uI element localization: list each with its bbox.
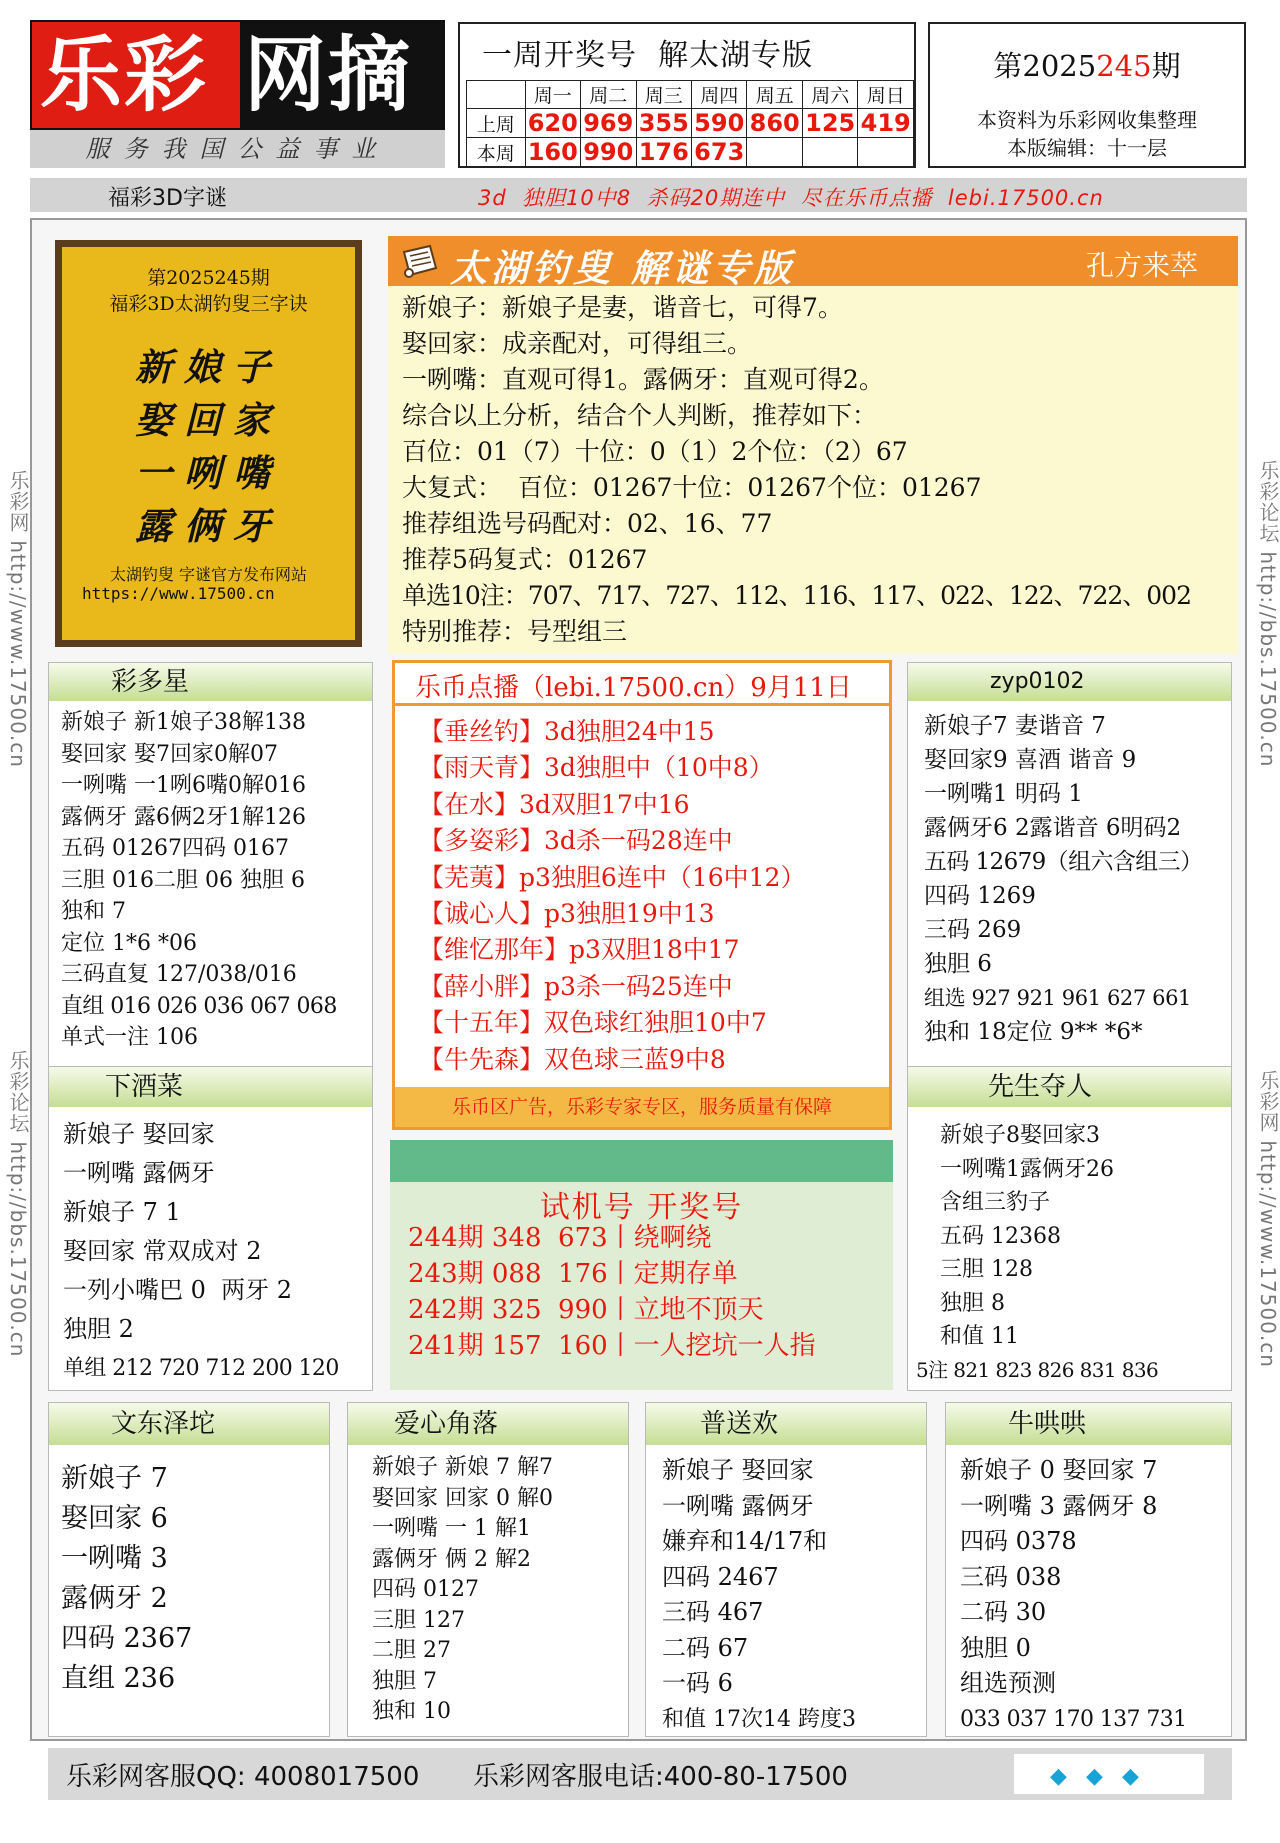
list-item: 露俩牙6 2露谐音 6明码2 xyxy=(924,815,1182,841)
panel-lines xyxy=(924,709,1202,1049)
list-item: 五码 12679（组六含组三） xyxy=(924,849,1203,875)
panel-lines xyxy=(960,1453,1187,1737)
analysis-line: 特别推荐：号型组三 xyxy=(402,617,628,646)
list-item: 独胆 2 xyxy=(63,1315,134,1343)
list-item: 独和 18定位 9** *6* xyxy=(924,1019,1143,1045)
list-item: 243期 088 176丨定期存单 xyxy=(408,1259,738,1289)
side-watermark-left-top: 乐彩网 http://www.17500.cn xyxy=(6,470,30,768)
list-item: 四码 2367 xyxy=(61,1623,193,1654)
list-item: 和值 17次14 跨度3 xyxy=(662,1706,856,1732)
list-item: 新娘子 7 xyxy=(61,1463,168,1494)
draw-number xyxy=(858,138,914,167)
panel-lines xyxy=(372,1453,553,1728)
weekly-draw-box xyxy=(458,22,916,168)
draw-number: 673 xyxy=(691,138,746,167)
draw-number: 160 xyxy=(525,138,580,167)
site-logo xyxy=(30,20,445,130)
lebi-title[interactable]: 乐币点播（lebi.17500.cn）9月11日 xyxy=(415,673,852,703)
panel-title: 牛哄哄 xyxy=(946,1403,1232,1445)
list-item: 一咧嘴 3 xyxy=(61,1543,168,1574)
source-note: 本资料为乐彩网收集整理 xyxy=(977,108,1197,132)
list-item: 242期 325 990丨立地不顶天 xyxy=(408,1295,764,1325)
panel-title: 下酒菜 xyxy=(49,1067,373,1107)
list-item: 和值 11 xyxy=(940,1324,1019,1349)
editor-note: 本版编辑：十一层 xyxy=(1007,136,1167,160)
list-item: 新娘子8娶回家3 xyxy=(940,1123,1100,1148)
riddle-word: 新娘子 xyxy=(135,345,282,389)
list-item: 独和 7 xyxy=(61,899,126,924)
riddle-word: 露俩牙 xyxy=(135,504,282,548)
list-item: 二码 67 xyxy=(662,1633,749,1662)
list-item: 一咧嘴 一 1 解1 xyxy=(372,1516,531,1541)
lebi-list xyxy=(419,714,805,1078)
riddle-subtitle: 福彩3D太湖钓叟三字诀 xyxy=(109,293,308,315)
list-item: 一咧嘴 露俩牙 xyxy=(662,1491,814,1520)
list-item: 组选预测 xyxy=(960,1669,1056,1697)
panel-title: 爱心角落 xyxy=(348,1403,629,1445)
draw-number: 969 xyxy=(581,109,636,138)
list-item[interactable]: 【雨天青】3d独胆中（10中8） xyxy=(419,753,774,783)
weekday-label: 周六 xyxy=(802,81,857,109)
list-item: 一咧嘴1露俩牙26 xyxy=(940,1156,1114,1182)
draw-number: 860 xyxy=(747,109,802,138)
panel-lines xyxy=(61,1459,192,1699)
list-item: 244期 348 673丨绕啊绕 xyxy=(408,1223,712,1253)
list-item: 娶回家 回家 0 解0 xyxy=(372,1485,553,1511)
zyp0102-panel xyxy=(907,662,1232,1067)
list-item: 单组 212 720 712 200 120 xyxy=(63,1356,339,1381)
analysis-line: 推荐组选号码配对：02、16、77 xyxy=(402,509,773,538)
section-label: 福彩3D字谜 xyxy=(108,186,227,211)
taihu-author: 孔方来萃 xyxy=(1085,249,1198,282)
list-item: 一咧嘴 一1咧6嘴0解016 xyxy=(61,773,306,798)
list-item: 娶回家9 喜酒 谐音 9 xyxy=(924,747,1137,773)
list-item: 033 037 170 137 731 xyxy=(960,1706,1187,1732)
last-week-label: 上周 xyxy=(467,109,526,138)
draw-number xyxy=(747,138,802,167)
this-week-label: 本周 xyxy=(467,138,526,167)
side-watermark-left-bottom: 乐彩论坛 http://bbs.17500.cn xyxy=(6,1050,30,1358)
list-item: 娶回家 常双成对 2 xyxy=(63,1237,262,1265)
list-item: 新娘子 0 娶回家 7 xyxy=(960,1456,1158,1484)
pusonghuan-panel xyxy=(645,1402,927,1737)
list-item: 新娘子 娶回家 xyxy=(662,1456,814,1484)
list-item: 娶回家 6 xyxy=(61,1503,168,1534)
weekly-draw-title: 一周开奖号 解太湖专版 xyxy=(482,38,814,73)
taihu-header xyxy=(388,236,1238,290)
aixinjiaoluo-panel xyxy=(347,1402,629,1737)
panel-title: 文东泽坨 xyxy=(49,1403,330,1445)
analysis-line: 一咧嘴：直观可得1。露俩牙：直观可得2。 xyxy=(402,365,884,394)
list-item: 五码 12368 xyxy=(940,1223,1061,1249)
xiajiucai-panel xyxy=(48,1066,373,1391)
draw-number: 176 xyxy=(636,138,691,167)
list-item: 独胆 0 xyxy=(960,1633,1031,1662)
draw-number: 419 xyxy=(858,109,914,138)
list-item: 二码 30 xyxy=(960,1598,1047,1626)
list-item: 独胆 7 xyxy=(372,1668,437,1694)
list-item: 嫌弃和14/17和 xyxy=(662,1527,828,1555)
analysis-line: 单选10注：707、717、727、112、116、117、022、122、722、002 xyxy=(402,581,1191,610)
riddle-footer: 太湖钓叟 字谜官方发布网站 xyxy=(109,565,308,584)
list-item: 独胆 6 xyxy=(924,951,992,977)
list-item: 新娘子7 妻谐音 7 xyxy=(924,713,1106,739)
customer-service-phone: 乐彩网客服电话:400-80-17500 xyxy=(473,1762,848,1792)
table-corner xyxy=(467,81,526,109)
list-item: 四码 1269 xyxy=(924,883,1036,909)
riddle-card xyxy=(55,240,362,647)
site-slogan: 服务我国公益事业 xyxy=(30,130,445,168)
weekday-label: 周五 xyxy=(747,81,802,109)
panel-title: zyp0102 xyxy=(908,663,1232,701)
promo-link[interactable]: 3d 独胆10中8 杀码20期连中 尽在乐币点播 lebi.17500.cn xyxy=(478,186,1104,210)
list-item: 5注 821 823 826 831 836 xyxy=(916,1357,1159,1382)
taihu-panel xyxy=(388,236,1238,654)
analysis-line: 大复式： 百位：01267十位：01267个位：01267 xyxy=(402,473,982,502)
list-item: 定位 1*6 *06 xyxy=(61,930,197,956)
side-watermark-right-bottom: 乐彩网 http://www.17500.cn xyxy=(1256,1070,1280,1368)
lebi-panel xyxy=(392,660,892,1130)
list-item: 单式一注 106 xyxy=(61,1025,198,1050)
list-item: 三码直复 127/038/016 xyxy=(61,962,297,987)
list-item: 一咧嘴1 明码 1 xyxy=(924,781,1083,807)
panel-lines xyxy=(662,1453,856,1737)
list-item: 一咧嘴 露俩牙 xyxy=(63,1159,215,1187)
draw-number: 620 xyxy=(525,109,580,138)
list-item[interactable]: 【垂丝钓】3d独胆24中15 xyxy=(419,717,715,746)
diamond-icon: ◆ xyxy=(1050,1764,1067,1789)
xiansheng-panel xyxy=(907,1066,1232,1391)
sub-banner xyxy=(30,178,1247,212)
logo-text-left: 乐彩 xyxy=(40,28,209,123)
weekly-draw-table xyxy=(466,80,914,167)
list-item: 一码 6 xyxy=(662,1669,733,1697)
trial-list xyxy=(408,1220,816,1364)
side-watermark-right-top: 乐彩论坛 http://bbs.17500.cn xyxy=(1256,460,1280,768)
draw-number: 355 xyxy=(636,109,691,138)
list-item: 一列小嘴巴 0 两牙 2 xyxy=(63,1276,293,1304)
period-title: 第2025245期 xyxy=(993,49,1181,83)
list-item: 露俩牙 俩 2 解2 xyxy=(372,1546,531,1572)
panel-lines xyxy=(63,1115,339,1388)
list-item: 四码 0127 xyxy=(372,1577,479,1602)
analysis-line: 综合以上分析，结合个人判断，推荐如下： xyxy=(402,401,878,430)
list-item: 三胆 016二胆 06 独胆 6 xyxy=(61,867,305,893)
weekday-label: 周四 xyxy=(691,81,746,109)
riddle-url[interactable]: https://www.17500.cn xyxy=(82,584,275,603)
list-item[interactable]: 【牛先森】双色球三蓝9中8 xyxy=(419,1044,726,1074)
this-week-row xyxy=(467,138,914,167)
wendongzetuo-panel xyxy=(48,1402,330,1737)
diamond-icon: ◆ xyxy=(1086,1764,1103,1789)
panel-title: 彩多星 xyxy=(49,663,373,701)
weekday-label: 周三 xyxy=(636,81,691,109)
panel-lines xyxy=(61,707,337,1054)
analysis-line: 新娘子：新娘子是妻，谐音七，可得7。 xyxy=(402,293,843,322)
list-item[interactable]: 【多姿彩】3d杀一码28连中 xyxy=(419,826,733,856)
customer-service-qq: 乐彩网客服QQ: 4008017500 xyxy=(66,1762,420,1792)
list-item: 一咧嘴 3 露俩牙 8 xyxy=(960,1491,1158,1520)
list-item[interactable]: 【芜荑】p3独胆6连中（16中12） xyxy=(419,862,806,892)
list-item: 五码 01267四码 0167 xyxy=(61,836,289,861)
list-item[interactable]: 【诚心人】p3独胆19中13 xyxy=(419,898,715,928)
list-item: 三胆 128 xyxy=(940,1257,1033,1282)
caiduoxing-panel xyxy=(48,662,373,1067)
list-item: 独和 10 xyxy=(372,1699,451,1724)
list-item: 三胆 127 xyxy=(372,1607,465,1633)
draw-number: 590 xyxy=(691,109,746,138)
analysis-line: 娶回家：成亲配对，可得组三。 xyxy=(402,329,753,358)
trial-bar xyxy=(390,1140,893,1182)
analysis-line: 推荐5码复式：01267 xyxy=(402,545,648,574)
period-number: 245 xyxy=(1096,49,1152,83)
list-item: 四码 2467 xyxy=(662,1562,779,1591)
list-item[interactable]: 【在水】3d双胆17中16 xyxy=(419,789,690,819)
list-item[interactable]: 【十五年】双色球红独胆10中7 xyxy=(419,1008,767,1038)
list-item: 直组 016 026 036 067 068 xyxy=(61,993,337,1019)
list-item: 二胆 27 xyxy=(372,1638,451,1663)
riddle-word: 娶回家 xyxy=(135,398,282,442)
taihu-title: 太湖钓叟 解谜专版 xyxy=(450,246,795,290)
panel-title: 先生夺人 xyxy=(908,1067,1232,1107)
list-item: 新娘子 7 1 xyxy=(63,1198,181,1226)
list-item: 娶回家 娶7回家0解07 xyxy=(61,741,278,767)
draw-number: 125 xyxy=(802,109,857,138)
list-item: 新娘子 新1娘子38解138 xyxy=(61,710,306,735)
panel-title: 普送欢 xyxy=(646,1403,927,1445)
list-item: 露俩牙 露6俩2牙1解126 xyxy=(61,804,306,830)
list-item: 241期 157 160丨一人挖坑一人指 xyxy=(408,1331,816,1361)
list-item: 新娘子 新娘 7 解7 xyxy=(372,1455,553,1480)
list-item[interactable]: 【维忆那年】p3双胆18中17 xyxy=(419,935,740,965)
list-item: 三码 269 xyxy=(924,917,1022,943)
footer-bar xyxy=(48,1748,1232,1800)
trial-title: 试机号 开奖号 xyxy=(539,1190,744,1225)
list-item: 新娘子 娶回家 xyxy=(63,1120,215,1148)
weekday-label: 周日 xyxy=(858,81,914,109)
list-item: 组选 927 921 961 627 661 xyxy=(924,986,1191,1010)
analysis-line: 百位：01（7）十位：0（1）2个位：（2）67 xyxy=(402,437,908,466)
list-item: 独胆 8 xyxy=(940,1290,1005,1316)
list-item: 四码 0378 xyxy=(960,1527,1077,1555)
rating-box xyxy=(1014,1754,1204,1794)
weekday-label: 周二 xyxy=(581,81,636,109)
list-item: 三码 038 xyxy=(960,1562,1062,1591)
niuhonghong-panel xyxy=(945,1402,1232,1737)
list-item: 三码 467 xyxy=(662,1598,764,1626)
scroll-icon xyxy=(400,244,440,278)
list-item: 露俩牙 2 xyxy=(61,1583,168,1614)
list-item: 直组 236 xyxy=(61,1663,176,1694)
list-item[interactable]: 【薛小胖】p3杀一码25连中 xyxy=(419,971,733,1001)
list-item: 含组三豹子 xyxy=(940,1190,1051,1215)
weekday-header-row xyxy=(467,81,914,109)
panel-lines xyxy=(916,1119,1159,1387)
diamond-icon: ◆ xyxy=(1122,1764,1139,1789)
taihu-analysis xyxy=(402,290,1242,650)
period-box xyxy=(928,22,1246,168)
riddle-word: 一咧嘴 xyxy=(135,451,282,495)
weekday-label: 周一 xyxy=(525,81,580,109)
logo-text-right: 网摘 xyxy=(244,28,413,123)
lebi-footer: 乐币区广告，乐彩专家专区，服务质量有保障 xyxy=(395,1087,889,1127)
draw-number xyxy=(802,138,857,167)
trial-number-panel xyxy=(390,1140,893,1390)
lebi-divider xyxy=(395,703,889,706)
draw-number: 990 xyxy=(581,138,636,167)
last-week-row xyxy=(467,109,914,138)
riddle-period: 第2025245期 xyxy=(147,267,270,289)
